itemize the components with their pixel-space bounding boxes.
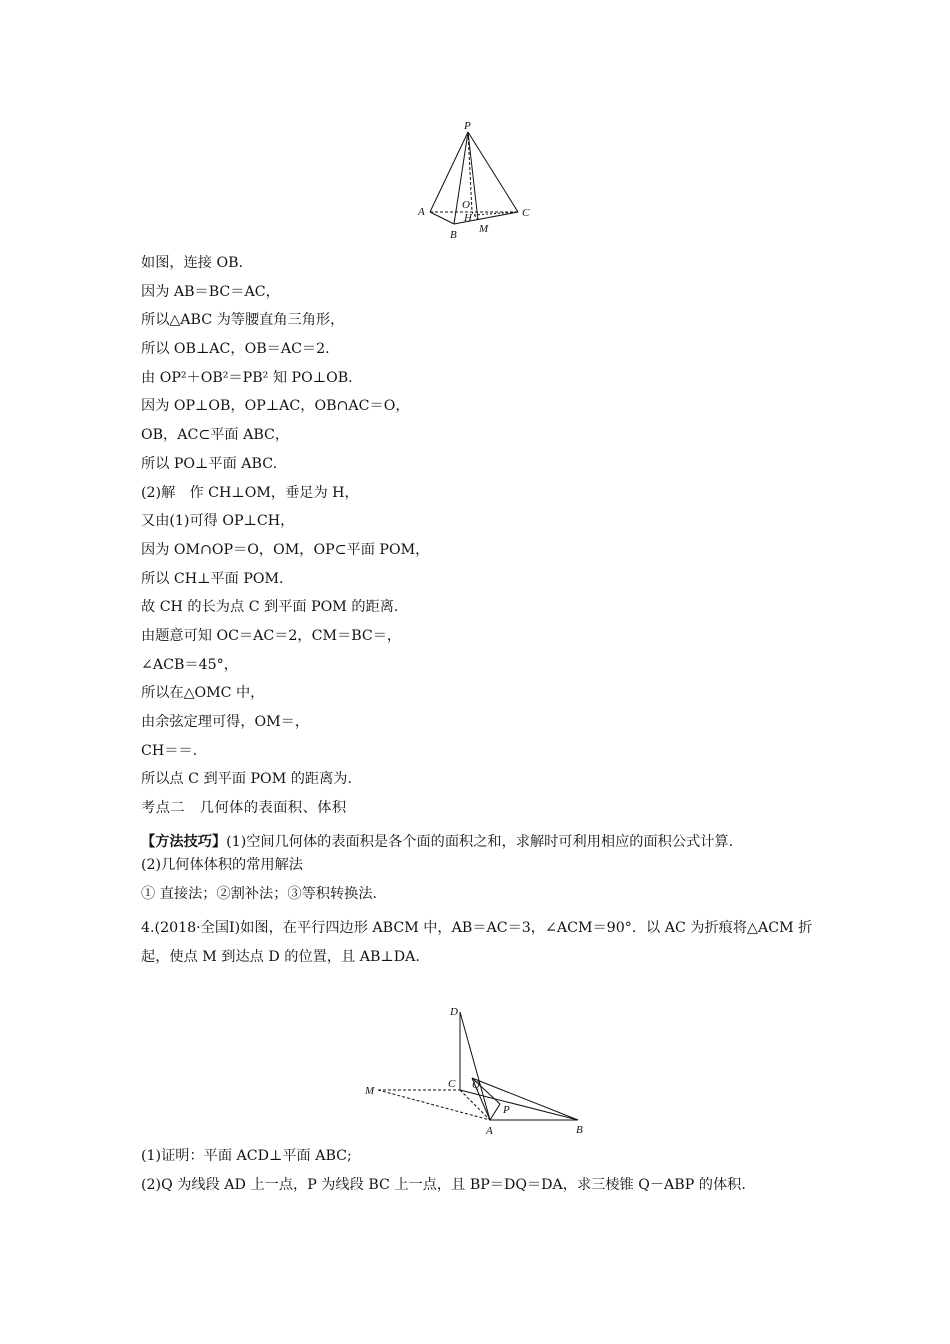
label-Q: Q <box>472 1079 480 1091</box>
method-tip <box>141 828 831 857</box>
label-O: O <box>462 199 470 211</box>
solution-line-13: 故 CH 的长为点 C 到平面 POM 的距离. <box>141 599 399 616</box>
tetrahedron-svg <box>410 120 540 245</box>
solution-line-9: (2)解 作 CH⊥OM，垂足为 H， <box>141 484 359 501</box>
folding-figure <box>360 1000 600 1140</box>
solution-line-6: 因为 OP⊥OB，OP⊥AC，OB∩AC＝O， <box>141 398 410 415</box>
solution-line-8: 所以 PO⊥平面 ABC. <box>141 455 278 472</box>
label-M2: M <box>365 1085 375 1097</box>
solution-line-17: 由余弦定理可得，OM＝， <box>141 714 310 730</box>
solution-line-11: 因为 OM∩OP＝O，OM，OP⊂平面 POM， <box>141 541 430 558</box>
solution-line-14: 由题意可知 OC＝AC＝2，CM＝BC＝， <box>141 627 402 644</box>
solution-text <box>141 254 831 971</box>
solution-line-19: 所以点 C 到平面 POM 的距离为. <box>141 771 352 788</box>
solution-line-4: 所以 OB⊥AC，OB＝AC＝2. <box>141 341 330 358</box>
method-tag: 【方法技巧】 <box>141 833 227 850</box>
edge-DA <box>460 1012 490 1120</box>
method-line-2: (2)几何体体积的常用解法 <box>141 857 303 874</box>
edge-MA-hidden <box>378 1090 490 1120</box>
label-C2: C <box>448 1078 456 1090</box>
solution-line-12: 所以 CH⊥平面 POM. <box>141 570 284 587</box>
edge-AB <box>430 212 454 224</box>
label-D: D <box>450 1006 458 1018</box>
label-C: C <box>522 207 530 219</box>
solution-line-16: 所以在△OMC 中， <box>141 685 265 702</box>
problem-4-stem: 4.(2018·全国Ⅰ)如图，在平行四边形 ABCM 中，AB＝AC＝3，∠ACM＝90°．以 AC 为折痕将△ACM 折起，使点 M 到达点 D 的位置，且 AB⊥DA. <box>141 919 813 965</box>
solution-line-18: CH＝＝. <box>141 742 198 759</box>
solution-line-15: ∠ACB＝45°， <box>141 656 238 673</box>
label-M: M <box>479 223 489 235</box>
solution-line-7: OB，AC⊂平面 ABC， <box>141 427 290 444</box>
solution-line-2: 因为 AB＝BC＝AC， <box>141 283 280 300</box>
folding-svg <box>360 1000 600 1140</box>
label-P: P <box>464 120 471 132</box>
edge-CB <box>460 1090 578 1120</box>
method-line-3: ① 直接法；②割补法；③等积转换法. <box>141 886 378 903</box>
edge-AP <box>490 1104 500 1120</box>
solution-line-10: 又由(1)可得 OP⊥CH， <box>141 513 295 530</box>
label-A2: A <box>486 1125 493 1137</box>
problem-4-part-1: (1)证明：平面 ACD⊥平面 ABC; <box>141 1148 352 1164</box>
problem-4-part-2: (2)Q 为线段 AD 上一点，P 为线段 BC 上一点，且 BP＝DQ＝DA，求三棱锥 Q－ABP 的体积. <box>141 1176 746 1193</box>
problem-4-parts <box>141 1147 831 1204</box>
solution-line-3: 所以△ABC 为等腰直角三角形， <box>141 312 345 329</box>
label-P2: P <box>503 1104 510 1116</box>
label-H: H <box>464 212 472 224</box>
tetrahedron-figure <box>410 120 540 245</box>
label-A: A <box>418 206 425 218</box>
solution-line-1: 如图，连接 OB. <box>141 255 244 271</box>
section-title: 考点二 几何体的表面积、体积 <box>141 800 347 817</box>
method-text: (1)空间几何体的表面积是各个面的面积之和，求解时可利用相应的面积公式计算. <box>226 833 734 850</box>
label-B: B <box>450 229 457 241</box>
solution-line-5: 由 OP²＋OB²＝PB² 知 PO⊥OB. <box>141 369 353 386</box>
label-B2: B <box>576 1124 583 1136</box>
